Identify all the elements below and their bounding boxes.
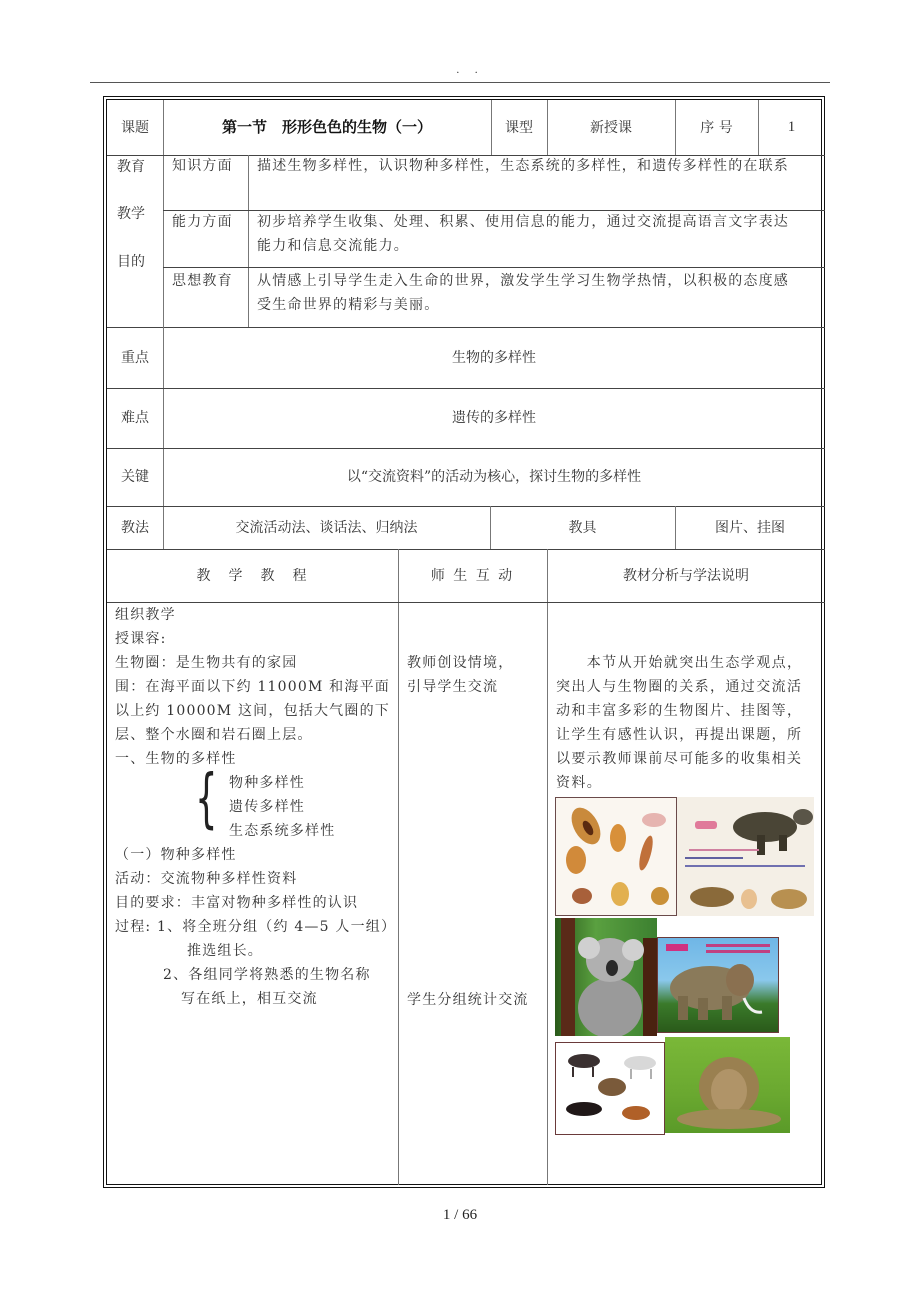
objectives-label-line: 教学: [117, 206, 145, 222]
lesson-seq: 1: [787, 119, 796, 135]
elephant-illustration: [658, 938, 779, 1033]
objective-knowledge-text: [257, 154, 822, 178]
text-line: 初步培养学生收集、处理、积累、使用信息的能力，通过交流提高语言文字表达: [257, 214, 789, 230]
objective-ability-text: [257, 210, 822, 258]
platypus-image: [677, 797, 814, 916]
text-line: 目的要求：丰富对物种多样性的认识: [115, 895, 359, 911]
text-line: 学生分组统计交流: [407, 992, 529, 1008]
divider: [675, 100, 676, 155]
shells-illustration: [556, 798, 677, 916]
divider: [248, 155, 249, 327]
objective-knowledge-label: 知识方面: [172, 158, 233, 174]
process-header-teaching: 教 学 教 程: [196, 567, 309, 584]
tools-label: 教具: [568, 519, 597, 536]
curly-brace-icon: {: [195, 762, 218, 836]
objectives-label-line: 目的: [117, 254, 145, 270]
seq-label: 序 号: [700, 119, 733, 136]
difficulty-label: 难点: [121, 410, 149, 426]
teaching-content-intro: [115, 603, 395, 771]
key-label: 关键: [121, 469, 149, 485]
koala-image: [555, 918, 657, 1036]
text-line: 过程: 1、将全班分组（约 4—5 人一组）: [115, 919, 397, 935]
text-line: 让学生有感性认识，再提出课题，所: [556, 727, 803, 743]
process-header-interaction: 师 生 互 动: [430, 567, 515, 584]
list-item: 遗传多样性: [229, 799, 305, 815]
horses-illustration: [556, 1043, 665, 1135]
text-line: 教师创设情境，: [407, 655, 514, 671]
focus-value: 生物的多样性: [452, 349, 536, 366]
lion-illustration: [665, 1037, 790, 1133]
text-line: 一、生物的多样性: [115, 751, 237, 767]
divider: [398, 549, 399, 1185]
lion-image: [665, 1037, 790, 1133]
page-header-dots: · ·: [456, 68, 484, 79]
divider: [758, 100, 759, 155]
analysis-text: [556, 651, 824, 795]
process-header-analysis: 教材分析与学法说明: [623, 567, 749, 584]
key-value: 以“交流资料”的活动为核心，探讨生物的多样性: [346, 469, 642, 485]
text-line: 动和丰富多彩的生物图片、挂图等，: [556, 703, 803, 719]
text-line: （一）物种多样性: [115, 847, 237, 863]
text-line: 推选组长。: [187, 943, 263, 959]
platypus-illustration: [677, 797, 814, 916]
teaching-content-activity: [115, 843, 395, 1011]
divider: [547, 549, 548, 1185]
lesson-type: 新授课: [590, 119, 632, 136]
interaction-block-2: [407, 988, 547, 1012]
shells-image: [555, 797, 677, 916]
text-line: 写在纸上，相互交流: [181, 991, 318, 1007]
koala-illustration: [555, 918, 657, 1036]
text-line: 资料。: [556, 775, 603, 791]
topic-label: 课题: [121, 119, 149, 136]
divider: [163, 267, 825, 268]
text-line: 活动：交流物种多样性资料: [115, 871, 298, 887]
page-number: 1 / 66: [442, 1207, 478, 1223]
divider: [547, 100, 548, 155]
list-item: 物种多样性: [229, 775, 305, 791]
text-line: 授课容:: [115, 631, 167, 647]
list-item: 生态系统多样性: [229, 823, 336, 839]
divider: [491, 100, 492, 155]
text-line: 组织教学: [115, 607, 176, 623]
difficulty-value: 遗传的多样性: [452, 410, 536, 426]
text-line: 以要示教师课前尽可能多的收集相关: [556, 751, 803, 767]
lesson-topic: 第一节 形形色色的生物（一）: [221, 118, 432, 136]
divider: [163, 100, 164, 327]
text-line: 从情感上引导学生走入生命的世界，激发学生学习生物学热情，以积极的态度感: [257, 273, 789, 289]
text-line: 突出人与生物圈的关系，通过交流活: [556, 679, 803, 695]
objectives-label-line: 教育: [117, 159, 145, 175]
text-line: 引导学生交流: [407, 679, 499, 695]
text-line: 本节从开始就突出生态学观点，: [556, 655, 803, 671]
focus-label: 重点: [121, 349, 149, 366]
text-line: 描述生物多样性，认识物种多样性，生态系统的多样性，和遗传多样性的在联系: [257, 158, 789, 174]
text-line: 层、整个水圈和岩石圈上层。: [115, 727, 313, 743]
elephant-image: [657, 937, 779, 1033]
text-line: 受生命世界的精彩与美丽。: [257, 297, 440, 313]
horses-image: [555, 1042, 665, 1135]
text-line: 以上约 10000M 这间，包括大气圈的下: [115, 703, 390, 719]
text-line: 2、各组同学将熟悉的生物名称: [163, 967, 371, 983]
type-label: 课型: [505, 119, 533, 136]
text-line: 围：在海平面以下约 11000M 和海平面: [115, 679, 390, 695]
objective-ability-label: 能力方面: [172, 214, 233, 230]
tools-value: 图片、挂图: [715, 519, 785, 536]
interaction-block-1: [407, 651, 547, 699]
method-value: 交流活动法、谈话法、归纳法: [235, 519, 418, 536]
text-line: 能力和信息交流能力。: [257, 238, 409, 254]
page-header-rule: [90, 82, 830, 83]
text-line: 生物圈：是生物共有的家园: [115, 655, 298, 671]
objective-thought-text: [257, 269, 822, 317]
diversity-types-list: [229, 771, 335, 843]
method-label: 教法: [121, 519, 149, 536]
objectives-label: [107, 155, 163, 327]
objective-thought-label: 思想教育: [172, 273, 233, 289]
